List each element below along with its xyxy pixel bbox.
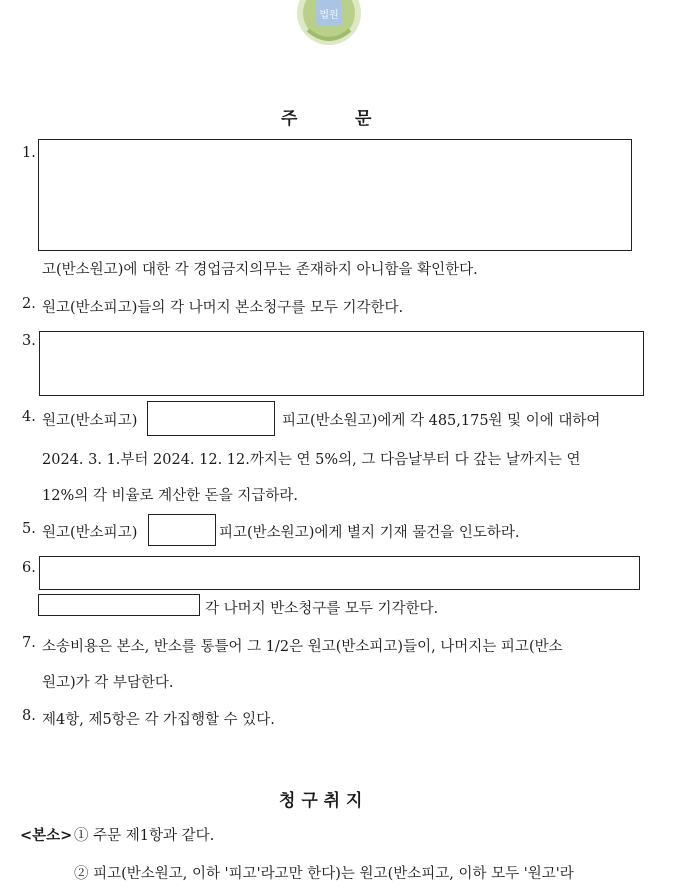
order-item-7-line1: 소송비용은 본소, 반소를 통틀어 그 1/2은 원고(반소피고)들이, 나머지는 피고(반소 — [42, 639, 563, 655]
order-item-7-line2: 원고)가 각 부담한다. — [42, 675, 174, 691]
order-item-4-line1: 피고(반소원고)에게 각 485,175원 및 이에 대하여 — [282, 413, 601, 429]
order-title-right: 문 — [355, 109, 372, 129]
order-item-4-prefix: 원고(반소피고) — [42, 413, 138, 429]
order-item-2-number: 2. — [22, 296, 36, 312]
redaction-box — [38, 594, 200, 616]
order-item-1-number: 1. — [22, 145, 36, 161]
order-item-5-prefix: 원고(반소피고) — [42, 525, 138, 541]
redaction-box — [147, 401, 275, 436]
redaction-box — [38, 139, 632, 251]
order-item-4-number: 4. — [22, 409, 36, 425]
order-title-left: 주 — [281, 109, 298, 129]
order-item-8-text: 제4항, 제5항은 각 가집행할 수 있다. — [42, 712, 275, 728]
order-item-3-number: 3. — [22, 333, 36, 349]
order-item-5-text: 피고(반소원고)에게 별지 기재 물건을 인도하라. — [219, 525, 520, 541]
order-item-1-text: 고(반소원고)에 대한 각 경업금지의무는 존재하지 아니함을 확인한다. — [42, 262, 478, 278]
order-item-5-number: 5. — [22, 521, 36, 537]
redaction-box — [39, 556, 640, 590]
claim-label: <본소> — [20, 827, 73, 844]
redaction-box — [148, 514, 216, 546]
claim-title: 청 구 취 지 — [279, 791, 363, 811]
order-item-4-line3: 12%의 각 비율로 계산한 돈을 지급하라. — [42, 488, 298, 504]
order-item-6-number: 6. — [22, 560, 36, 576]
order-item-2-text: 원고(반소피고)들의 각 나머지 본소청구를 모두 기각한다. — [42, 300, 404, 316]
order-item-7-number: 7. — [22, 635, 36, 651]
order-item-6-text: 각 나머지 반소청구를 모두 기각한다. — [205, 601, 439, 617]
claim-item-1: ① 주문 제1항과 같다. — [74, 828, 215, 844]
seal-text: 법원 — [319, 10, 339, 21]
court-seal-icon — [294, 0, 364, 48]
claim-item-2: ② 피고(반소원고, 이하 '피고'라고만 한다)는 원고(반소피고, 이하 모두 '원고'라 — [74, 866, 574, 882]
redaction-box — [39, 331, 644, 396]
order-item-8-number: 8. — [22, 708, 36, 724]
order-item-4-line2: 2024. 3. 1.부터 2024. 12. 12.까지는 연 5%의, 그 다음날부터 다 갚는 날까지는 연 — [42, 452, 581, 468]
